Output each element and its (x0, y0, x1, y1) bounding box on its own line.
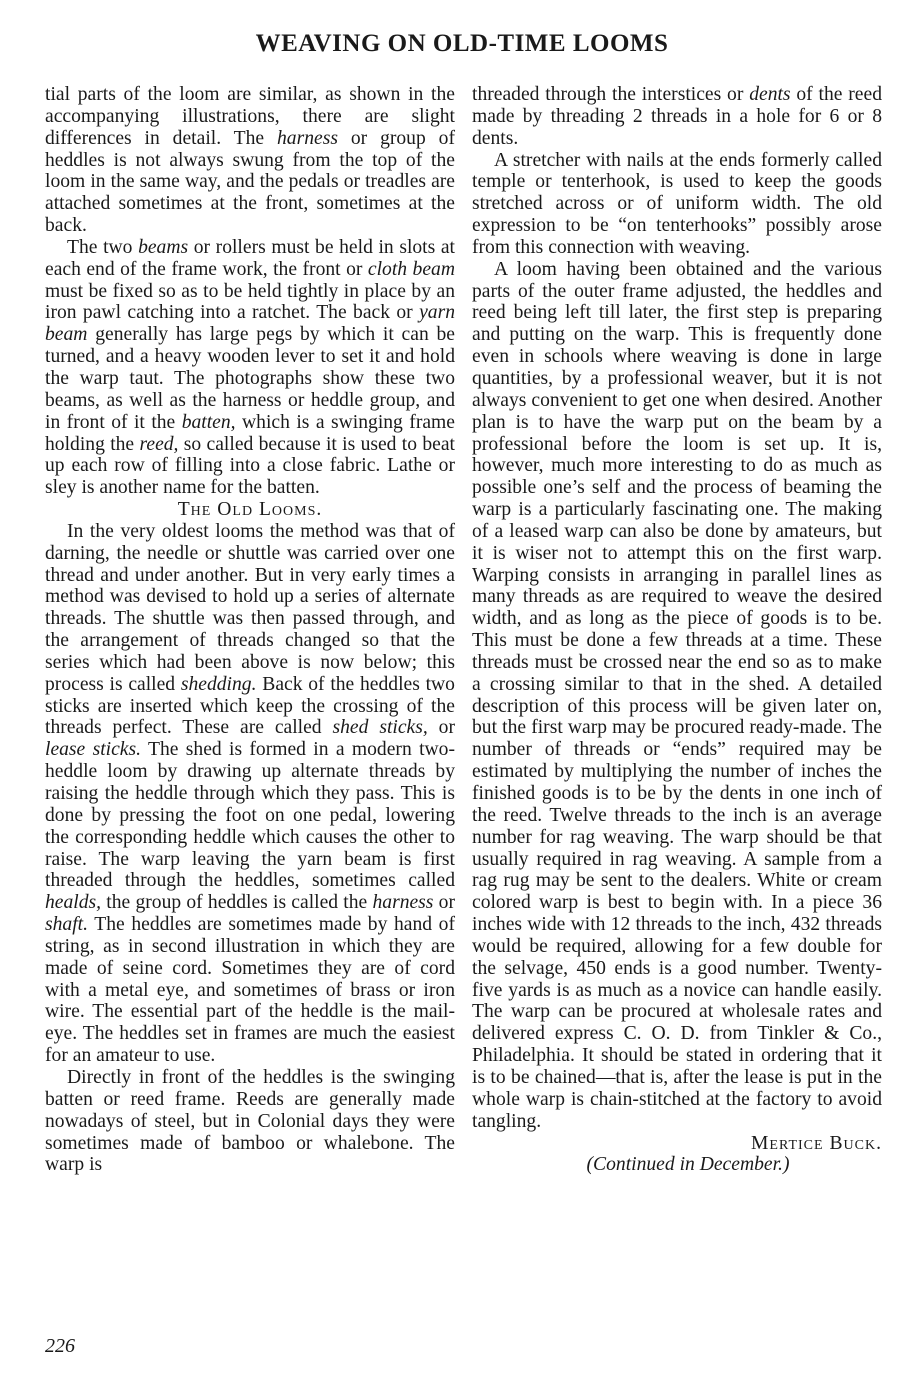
page-title: WEAVING ON OLD-TIME LOOMS (255, 30, 669, 57)
paragraph: tial parts of the loom are similar, as shown in the accompanying illustrations, there are slight differences in detail. The harness or group of heddles is not always swung from the top of the loom in the same way, and the pedals or treadles are attached sometimes at the front, sometimes at the back. (45, 84, 455, 237)
right-column (472, 84, 882, 1176)
paragraph: A loom having been obtained and the various parts of the outer frame adjusted, the heddles and reed being left till later, the first step is preparing and putting on the warp. This is frequently done even in schools where weaving is done in large quantities, by a professional weaver, but it is not always convenient to get one when desired. Another plan is to have the warp put on the beam by a professional before the loom is set up. It is, however, much more interesting to do as much as possible one’s self and the process of beaming the warp is a particularly fascinating one. The making of a leased warp can also be done by amateurs, but it is wiser not to attempt this on the first warp. Warping consists in arranging in parallel lines as many threads as are required to weave the desired width, and as long as the piece of goods is to be. This must be done a few threads at a time. These threads must be crossed near the end so as to make a crossing similar to that in the shed. A detailed description of this process will be given later on, but the first warp may be procured ready-made. The number of threads or “ends” required may be estimated by multiplying the number of inches the finished goods is to be by the dents in one inch of the reed. Twelve threads to the inch is an average number for rag weaving. The warp should be that usually required in rag weaving. A sample from a rag rug may be sent to the dealers. White or cream colored warp is best to begin with. In a piece 36 inches wide with 12 threads to the inch, 432 threads would be required, allowing for a few double for the selvage, 450 ends is a good number. Twenty-five yards is as much as a novice can handle easily. The warp can be procured at wholesale rates and delivered express C. O. D. from Tinkler & Co., Philadelphia. It should be stated in ordering that it is to be chained—that is, after the lease is put in the whole warp is chain-stitched at the factory to avoid tangling. (472, 258, 882, 1132)
left-column (45, 84, 455, 1176)
section-heading: The Old Looms. (177, 499, 323, 521)
paragraph: In the very oldest looms the method was that of darning, the needle or shuttle was carried over one thread and under another. But in very early times a method was devised to hold up a series of alternate threads. The shuttle was then passed through, and the arrangement of threads changed so that the series which had been above is now below; this process is called shedding. Back of the heddles two sticks are inserted which keep the crossing of the threads perfect. These are called shed sticks, or lease sticks. The shed is formed in a modern two-heddle loom by drawing up alternate threads by raising the heddle through which they pass. This is done by pressing the foot on one pedal, lowering the corresponding heddle which causes the other to raise. The warp leaving the yarn beam is first threaded through the heddles, sometimes called healds, the group of heddles is called the harness or shaft. The heddles are sometimes made by hand of string, as in second illustration in which they are made of seine cord. Sometimes they are of cord with a metal eye, and sometimes of brass or iron wire. The essential part of the heddle is the mail-eye. The heddles set in frames are much the easiest for an amateur to use. (45, 520, 455, 1067)
page-number: 226 (45, 1335, 75, 1357)
paragraph: The two beams or rollers must be held in slots at each end of the frame work, the front or cloth beam must be fixed so as to be held tightly in place by an iron pawl catching into a ratchet. The back or yarn beam generally has large pegs by which it can be turned, and a heavy wooden lever to set it and hold the warp taut. The photographs show these two beams, as well as the harness or heddle group, and in front of it the batten, which is a swinging frame holding the reed, so called because it is used to beat up each row of filling into a close fabric. Lathe or sley is another name for the batten. (45, 236, 456, 499)
paragraph: Directly in front of the heddles is the swinging batten or reed frame. Reeds are generally made nowadays of steel, but in Colonial days they were sometimes made of bamboo or whalebone. The warp is (45, 1066, 455, 1176)
paragraph: A stretcher with nails at the ends formerly called temple or tenterhook, is used to keep the goods stretched across or of uniform width. The old expression to be “on tenterhooks” possibly arose from this connection with weaving. (472, 149, 882, 258)
continuation-note: (Continued in December.) (586, 1154, 790, 1176)
paragraph: threaded through the interstices or dents of the reed made by threading 2 threads in a hole for 6 or 8 dents. (472, 84, 882, 149)
author-signature: Mertice Buck. (751, 1132, 882, 1154)
